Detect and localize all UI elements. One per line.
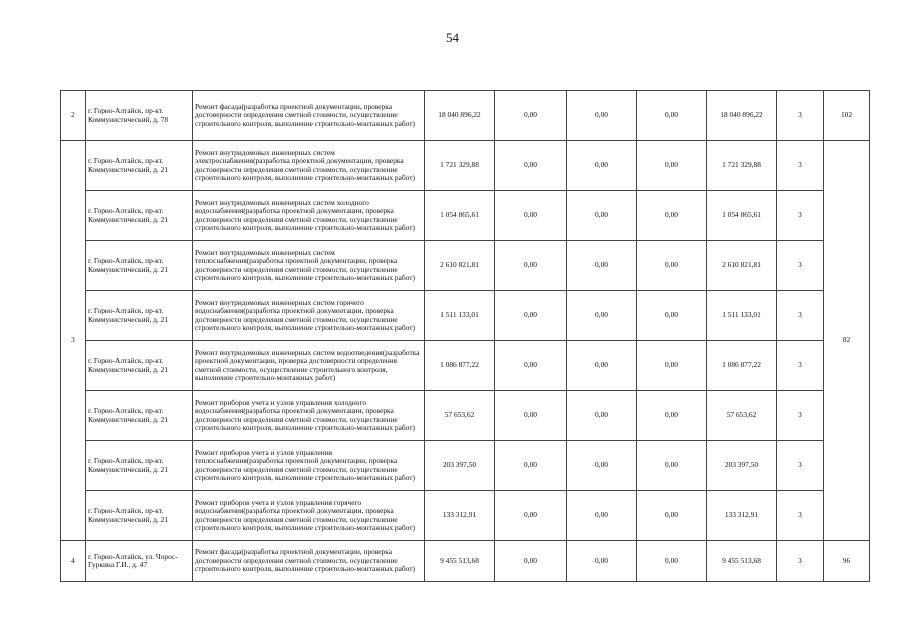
repair-program-table: [60, 90, 870, 582]
table-row: [61, 441, 870, 491]
value-cell: 0,00: [495, 541, 567, 582]
period-cell: 3: [777, 391, 824, 441]
address-cell: г. Горно-Алтайск, пр-кт. Коммунистический, д. 21: [86, 341, 193, 391]
row-number: 3: [61, 141, 86, 541]
owners-funds-cell: 133 312,91: [707, 491, 777, 541]
value-cell: 0,00: [637, 491, 707, 541]
work-description-cell: Ремонт фасада(разработка проектной документации, проверка достоверности определения сметной стоимости, осуществление строительного контроля, выполнение строительно-монтажных работ): [193, 91, 425, 141]
value-cell: 0,00: [495, 141, 567, 191]
work-description-cell: Ремонт приборов учета и узлов управления горячего водоснабжения(разработка проектной документации, проверка достоверности определения сметной стоимости, осуществление строительного контроля, выполнение строительно-монтажных работ): [193, 491, 425, 541]
value-cell: 0,00: [637, 241, 707, 291]
total-cost-cell: 1 086 877,22: [425, 341, 495, 391]
period-cell: 3: [777, 441, 824, 491]
value-cell: 0,00: [637, 291, 707, 341]
address-cell: г. Горно-Алтайск, ул. Чорос-Гуркина Г.И., д. 47: [86, 541, 193, 582]
row-number: 4: [61, 541, 86, 582]
value-cell: 0,00: [495, 491, 567, 541]
period-cell: 3: [777, 191, 824, 241]
row-number: 2: [61, 91, 86, 141]
value-cell: 0,00: [637, 441, 707, 491]
table-row: [61, 491, 870, 541]
period-cell: 3: [777, 341, 824, 391]
period-cell: 3: [777, 91, 824, 141]
value-cell: 0,00: [637, 191, 707, 241]
total-cost-cell: 1 721 329,88: [425, 141, 495, 191]
table-row: [61, 91, 870, 141]
group-cell: 82: [824, 141, 870, 541]
owners-funds-cell: 203 397,50: [707, 441, 777, 491]
table-row: [61, 391, 870, 441]
address-cell: г. Горно-Алтайск, пр-кт. Коммунистический, д. 21: [86, 391, 193, 441]
work-description-cell: Ремонт внутридомовых инженерных систем водоотведения(разработка проектной документации, проверка достоверности определения сметной стоимости, осуществление строительного контроля, выполнение строительно-монтажных работ): [193, 341, 425, 391]
value-cell: 0,00: [567, 141, 637, 191]
owners-funds-cell: 1 721 329,88: [707, 141, 777, 191]
owners-funds-cell: 2 610 821,81: [707, 241, 777, 291]
owners-funds-cell: 1 511 133,01: [707, 291, 777, 341]
total-cost-cell: 9 455 513,68: [425, 541, 495, 582]
value-cell: 0,00: [495, 91, 567, 141]
work-description-cell: Ремонт приборов учета и узлов управления холодного водоснабжения(разработка проектной документации, проверка достоверности определения сметной стоимости, осуществление строительного контроля, выполнение строительно-монтажных работ): [193, 391, 425, 441]
value-cell: 0,00: [495, 441, 567, 491]
value-cell: 0,00: [637, 541, 707, 582]
total-cost-cell: 2 610 821,81: [425, 241, 495, 291]
value-cell: 0,00: [495, 191, 567, 241]
table-row: [61, 291, 870, 341]
work-description-cell: Ремонт внутридомовых инженерных систем горячего водоснабжения(разработка проектной документации, проверка достоверности определения сметной стоимости, осуществление строительного контроля, выполнение строительно-монтажных работ): [193, 291, 425, 341]
total-cost-cell: 18 040 896,22: [425, 91, 495, 141]
value-cell: 0,00: [567, 441, 637, 491]
page-number: 54: [446, 30, 459, 45]
value-cell: 0,00: [637, 341, 707, 391]
table-row: [61, 191, 870, 241]
owners-funds-cell: 18 040 896,22: [707, 91, 777, 141]
value-cell: 0,00: [567, 491, 637, 541]
address-cell: г. Горно-Алтайск, пр-кт. Коммунистический, д. 78: [86, 91, 193, 141]
address-cell: г. Горно-Алтайск, пр-кт. Коммунистический, д. 21: [86, 441, 193, 491]
value-cell: 0,00: [567, 541, 637, 582]
total-cost-cell: 203 397,50: [425, 441, 495, 491]
address-cell: г. Горно-Алтайск, пр-кт. Коммунистический, д. 21: [86, 141, 193, 191]
value-cell: 0,00: [495, 241, 567, 291]
address-cell: г. Горно-Алтайск, пр-кт. Коммунистический, д. 21: [86, 291, 193, 341]
owners-funds-cell: 9 455 513,68: [707, 541, 777, 582]
total-cost-cell: 1 054 865,61: [425, 191, 495, 241]
group-cell: 96: [824, 541, 870, 582]
value-cell: 0,00: [567, 391, 637, 441]
value-cell: 0,00: [567, 191, 637, 241]
table-row: [61, 241, 870, 291]
period-cell: 3: [777, 291, 824, 341]
owners-funds-cell: 1 054 865,61: [707, 191, 777, 241]
total-cost-cell: 133 312,91: [425, 491, 495, 541]
value-cell: 0,00: [567, 91, 637, 141]
period-cell: 3: [777, 541, 824, 582]
value-cell: 0,00: [567, 291, 637, 341]
group-cell: 102: [824, 91, 870, 141]
value-cell: 0,00: [637, 391, 707, 441]
value-cell: 0,00: [637, 91, 707, 141]
owners-funds-cell: 1 086 877,22: [707, 341, 777, 391]
work-description-cell: Ремонт внутридомовых инженерных систем теплоснабжения(разработка проектной документации, проверка достоверности определения сметной стоимости, осуществление строительного контроля, выполнение строительно-монтажных работ): [193, 241, 425, 291]
work-description-cell: Ремонт фасада(разработка проектной документации, проверка достоверности определения сметной стоимости, осуществление строительного контроля, выполнение строительно-монтажных работ): [193, 541, 425, 582]
period-cell: 3: [777, 141, 824, 191]
value-cell: 0,00: [567, 241, 637, 291]
total-cost-cell: 1 511 133,01: [425, 291, 495, 341]
value-cell: 0,00: [637, 141, 707, 191]
owners-funds-cell: 57 653,62: [707, 391, 777, 441]
address-cell: г. Горно-Алтайск, пр-кт. Коммунистический, д. 21: [86, 491, 193, 541]
work-description-cell: Ремонт внутридомовых инженерных систем электроснабжения(разработка проектной документации, проверка достоверности определения сметной стоимости, осуществление строительного контроля, выполнение строительно-монтажных работ): [193, 141, 425, 191]
address-cell: г. Горно-Алтайск, пр-кт. Коммунистический, д. 21: [86, 241, 193, 291]
value-cell: 0,00: [495, 341, 567, 391]
period-cell: 3: [777, 491, 824, 541]
total-cost-cell: 57 653,62: [425, 391, 495, 441]
table-row: [61, 141, 870, 191]
value-cell: 0,00: [495, 391, 567, 441]
period-cell: 3: [777, 241, 824, 291]
work-description-cell: Ремонт приборов учета и узлов управления теплоснабжения(разработка проектной документации, проверка достоверности определения сметной стоимости, осуществление строительного контроля, выполнение строительно-монтажных работ): [193, 441, 425, 491]
address-cell: г. Горно-Алтайск, пр-кт. Коммунистический, д. 21: [86, 191, 193, 241]
table-row: [61, 341, 870, 391]
value-cell: 0,00: [567, 341, 637, 391]
work-description-cell: Ремонт внутридомовых инженерных систем холодного водоснабжения(разработка проектной документации, проверка достоверности определения сметной стоимости, осуществление строительного контроля, выполнение строительно-монтажных работ): [193, 191, 425, 241]
value-cell: 0,00: [495, 291, 567, 341]
table-row: [61, 541, 870, 582]
